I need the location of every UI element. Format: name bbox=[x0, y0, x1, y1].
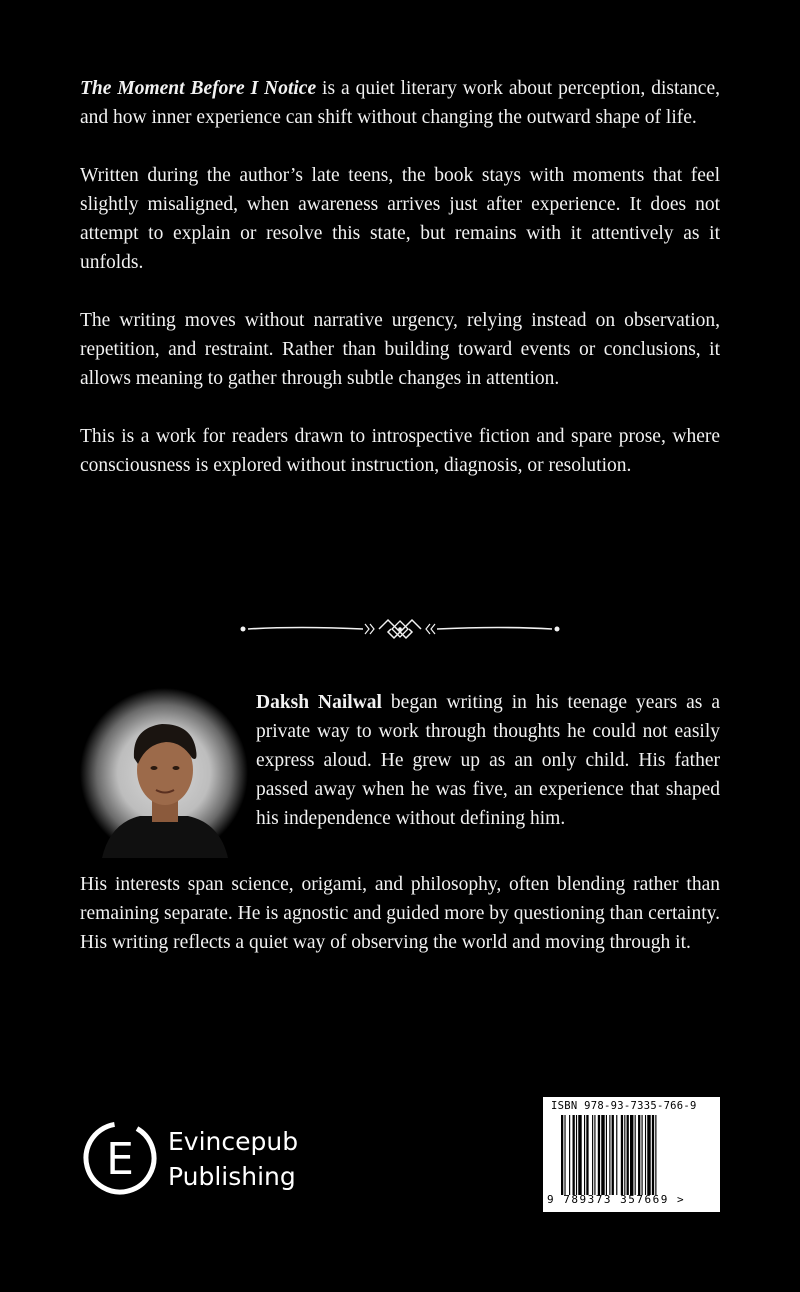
author-bio bbox=[256, 688, 720, 833]
barcode-bar bbox=[609, 1115, 610, 1195]
barcode-bar bbox=[561, 1115, 563, 1195]
barcode-bar bbox=[642, 1115, 643, 1195]
barcode-bar bbox=[645, 1115, 646, 1195]
barcode-bar bbox=[655, 1115, 656, 1195]
barcode-bar bbox=[616, 1115, 617, 1195]
barcode-bar bbox=[586, 1115, 588, 1195]
publisher-logo bbox=[80, 1118, 320, 1198]
barcode-bar bbox=[584, 1115, 585, 1195]
barcode-digits: 9 789373 357669 > bbox=[547, 1193, 686, 1206]
blurb-paragraph-3: The writing moves without narrative urgency, relying instead on observation, repetition, and restraint. Rather than building toward events or conclusions, it allows meaning to gather through subtle changes in attention. bbox=[80, 310, 720, 389]
isbn-label: ISBN 978-93-7335-766-9 bbox=[551, 1100, 697, 1112]
barcode-bars bbox=[561, 1115, 711, 1195]
publisher-name-line-2: Publishing bbox=[168, 1162, 296, 1191]
barcode-bar bbox=[573, 1115, 575, 1195]
barcode-bar bbox=[564, 1115, 565, 1195]
barcode-bar bbox=[601, 1115, 604, 1195]
author-interests: His interests span science, origami, and philosophy, often blending rather than remaining separate. He is agnostic and guided more by questioning than certainty. His writing reflects a quiet way of observing the world and moving through it. bbox=[80, 874, 720, 953]
author-name: Daksh Nailwal bbox=[256, 692, 382, 713]
isbn-barcode bbox=[543, 1097, 720, 1212]
barcode-bar bbox=[652, 1115, 654, 1195]
author-bio-text: began writing in his teenage years as a private way to work through thoughts he could not easily express aloud. He grew up as an only child. His father passed away when he was five, an experience that shaped his independence without defining him. bbox=[256, 692, 720, 829]
barcode-bar bbox=[630, 1115, 633, 1195]
author-photo bbox=[80, 688, 248, 858]
barcode-bar bbox=[598, 1115, 600, 1195]
barcode-bar bbox=[606, 1115, 607, 1195]
barcode-bar bbox=[576, 1115, 577, 1195]
publisher-e-icon bbox=[80, 1118, 160, 1198]
barcode-bar bbox=[621, 1115, 623, 1195]
barcode-bar bbox=[635, 1115, 636, 1195]
barcode-bar bbox=[569, 1115, 570, 1195]
blurb-paragraph-1 bbox=[80, 74, 720, 132]
blurb-paragraph-2: Written during the author’s late teens, the book stays with moments that feel slightly misaligned, when awareness arrives just after experience. It does not attempt to explain or resolve this state, but remains with it attentively as it unfolds. bbox=[80, 165, 720, 273]
barcode-bar bbox=[638, 1115, 640, 1195]
barcode-bar bbox=[624, 1115, 625, 1195]
blurb-paragraph-4: This is a work for readers drawn to introspective fiction and spare prose, where consciousness is explored without instruction, diagnosis, or resolution. bbox=[80, 426, 720, 476]
back-cover-blurb bbox=[80, 74, 720, 480]
barcode-bar bbox=[592, 1115, 593, 1195]
barcode-bar bbox=[594, 1115, 595, 1195]
publisher-mark-letter: E bbox=[106, 1134, 134, 1185]
book-title: The Moment Before I Notice bbox=[80, 78, 317, 99]
barcode-bar bbox=[612, 1115, 614, 1195]
publisher-name bbox=[168, 1124, 298, 1194]
blurb-paragraph-1-text: is a quiet literary work about perception, distance, and how inner experience can shift without changing the outward shape of life. bbox=[80, 78, 720, 128]
barcode-bar bbox=[647, 1115, 650, 1195]
ornament-divider bbox=[238, 612, 562, 646]
barcode-bar bbox=[627, 1115, 629, 1195]
barcode-bar bbox=[578, 1115, 581, 1195]
publisher-name-line-1: Evincepub bbox=[168, 1127, 299, 1156]
